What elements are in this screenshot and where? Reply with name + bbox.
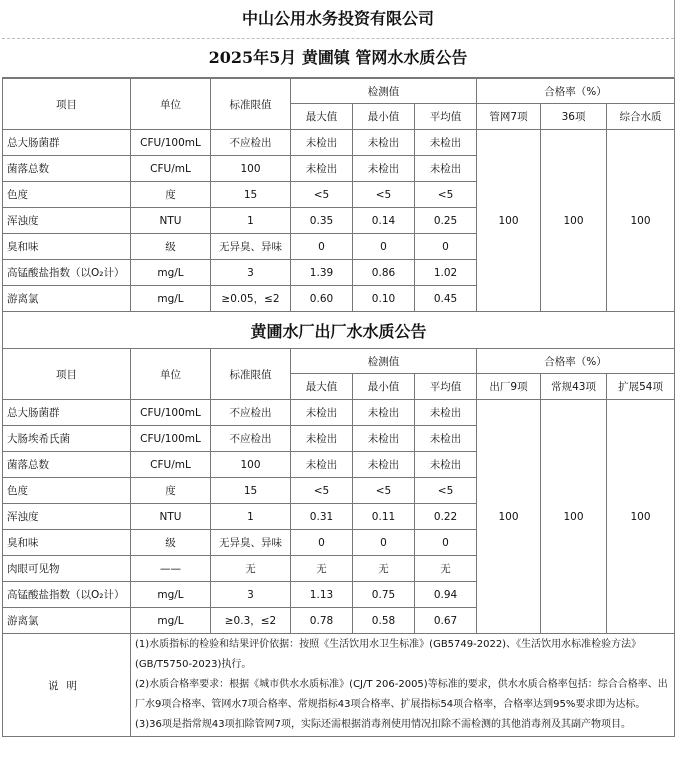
- item-name: 菌落总数: [3, 452, 131, 478]
- header-pass-rate: 合格率（%）: [477, 349, 675, 374]
- notes-label: 说明: [3, 634, 131, 737]
- item-standard: 不应检出: [211, 426, 291, 452]
- water-quality-table: [2, 78, 675, 737]
- header-standard: 标准限值: [211, 79, 291, 130]
- value-avg: 无: [415, 556, 477, 582]
- value-avg: 1.02: [415, 260, 477, 286]
- value-avg: 未检出: [415, 130, 477, 156]
- value-min: 未检出: [353, 130, 415, 156]
- header-detection: 检测值: [291, 349, 477, 374]
- item-standard: 100: [211, 452, 291, 478]
- value-avg: 未检出: [415, 400, 477, 426]
- value-avg: 0: [415, 530, 477, 556]
- value-avg: 0.22: [415, 504, 477, 530]
- network-water-title: 2025年5月 黄圃镇 管网水水质公告: [2, 39, 674, 78]
- value-avg: <5: [415, 478, 477, 504]
- item-standard: 15: [211, 478, 291, 504]
- pass-rate-value: 100: [607, 130, 675, 312]
- value-max: 0: [291, 530, 353, 556]
- item-standard: 不应检出: [211, 400, 291, 426]
- value-avg: 0.25: [415, 208, 477, 234]
- value-max: 0: [291, 234, 353, 260]
- item-unit: mg/L: [131, 286, 211, 312]
- item-unit: CFU/100mL: [131, 400, 211, 426]
- value-avg: 未检出: [415, 156, 477, 182]
- value-max: 0.60: [291, 286, 353, 312]
- item-name: 总大肠菌群: [3, 400, 131, 426]
- factory-water-title: 黄圃水厂出厂水水质公告: [3, 312, 675, 349]
- header-rate-col: 出厂9项: [477, 374, 541, 400]
- item-unit: CFU/100mL: [131, 426, 211, 452]
- header-unit: 单位: [131, 79, 211, 130]
- value-min: 未检出: [353, 156, 415, 182]
- item-standard: 1: [211, 208, 291, 234]
- value-min: 0.58: [353, 608, 415, 634]
- company-name: 中山公用水务投资有限公司: [2, 0, 674, 39]
- item-unit: NTU: [131, 208, 211, 234]
- item-unit: 度: [131, 478, 211, 504]
- pass-rate-value: 100: [477, 130, 541, 312]
- item-unit: CFU/mL: [131, 156, 211, 182]
- item-standard: ≥0.05，≤2: [211, 286, 291, 312]
- value-min: <5: [353, 182, 415, 208]
- note-item: (3)36项是指常规43项扣除管网7项，实际还需根据消毒剂使用情况扣除不需检测的其他消毒剂及其副产物项目。: [135, 719, 631, 730]
- item-unit: mg/L: [131, 260, 211, 286]
- header-rate-col: 综合水质: [607, 104, 675, 130]
- item-name: 大肠埃希氏菌: [3, 426, 131, 452]
- table-row: [3, 400, 675, 426]
- pass-rate-value: 100: [541, 130, 607, 312]
- notice-document: [2, 0, 675, 737]
- value-min: 0.86: [353, 260, 415, 286]
- item-name: 臭和味: [3, 530, 131, 556]
- item-name: 游离氯: [3, 608, 131, 634]
- value-avg: <5: [415, 182, 477, 208]
- value-min: 0.11: [353, 504, 415, 530]
- value-max: 0.31: [291, 504, 353, 530]
- item-unit: 级: [131, 234, 211, 260]
- item-unit: NTU: [131, 504, 211, 530]
- header-item: 项目: [3, 79, 131, 130]
- value-avg: 0.67: [415, 608, 477, 634]
- item-standard: ≥0.3，≤2: [211, 608, 291, 634]
- notes-row: [3, 634, 675, 737]
- header-standard: 标准限值: [211, 349, 291, 400]
- table-row: [3, 130, 675, 156]
- value-max: 未检出: [291, 400, 353, 426]
- value-max: <5: [291, 478, 353, 504]
- item-unit: CFU/mL: [131, 452, 211, 478]
- value-min: <5: [353, 478, 415, 504]
- value-min: 未检出: [353, 400, 415, 426]
- value-max: 未检出: [291, 426, 353, 452]
- item-name: 臭和味: [3, 234, 131, 260]
- value-avg: 0.45: [415, 286, 477, 312]
- header-rate-col: 36项: [541, 104, 607, 130]
- item-standard: 1: [211, 504, 291, 530]
- header-pass-rate: 合格率（%）: [477, 79, 675, 104]
- value-min: 0.14: [353, 208, 415, 234]
- value-max: 0.35: [291, 208, 353, 234]
- header-rate-col: 常规43项: [541, 374, 607, 400]
- item-name: 游离氯: [3, 286, 131, 312]
- value-min: 0: [353, 234, 415, 260]
- note-item: (1)水质指标的检验和结果评价依据：按照《生活饮用水卫生标准》(GB5749-2022)、《生活饮用水标准检验方法》(GB/T5750-2023)执行。: [135, 639, 642, 670]
- item-unit: 度: [131, 182, 211, 208]
- item-standard: 100: [211, 156, 291, 182]
- header-unit: 单位: [131, 349, 211, 400]
- value-min: 未检出: [353, 426, 415, 452]
- item-name: 高锰酸盐指数（以O₂计）: [3, 260, 131, 286]
- value-min: 0.75: [353, 582, 415, 608]
- header-min: 最小值: [353, 104, 415, 130]
- header-avg: 平均值: [415, 374, 477, 400]
- header-row: [3, 349, 675, 374]
- value-max: 无: [291, 556, 353, 582]
- header-avg: 平均值: [415, 104, 477, 130]
- item-name: 浑浊度: [3, 504, 131, 530]
- value-max: 未检出: [291, 156, 353, 182]
- item-standard: 不应检出: [211, 130, 291, 156]
- pass-rate-value: 100: [477, 400, 541, 634]
- item-name: 菌落总数: [3, 156, 131, 182]
- item-name: 色度: [3, 478, 131, 504]
- header-min: 最小值: [353, 374, 415, 400]
- header-detection: 检测值: [291, 79, 477, 104]
- item-standard: 3: [211, 260, 291, 286]
- item-name: 总大肠菌群: [3, 130, 131, 156]
- header-max: 最大值: [291, 104, 353, 130]
- value-min: 无: [353, 556, 415, 582]
- item-name: 高锰酸盐指数（以O₂计）: [3, 582, 131, 608]
- item-unit: 级: [131, 530, 211, 556]
- item-standard: 15: [211, 182, 291, 208]
- value-avg: 未检出: [415, 426, 477, 452]
- header-rate-col: 扩展54项: [607, 374, 675, 400]
- value-max: 1.13: [291, 582, 353, 608]
- item-unit: ——: [131, 556, 211, 582]
- value-max: <5: [291, 182, 353, 208]
- header-row: [3, 79, 675, 104]
- value-avg: 未检出: [415, 452, 477, 478]
- value-max: 1.39: [291, 260, 353, 286]
- pass-rate-value: 100: [607, 400, 675, 634]
- value-min: 0: [353, 530, 415, 556]
- value-avg: 0.94: [415, 582, 477, 608]
- value-min: 未检出: [353, 452, 415, 478]
- item-standard: 无异臭、异味: [211, 530, 291, 556]
- item-unit: mg/L: [131, 608, 211, 634]
- pass-rate-value: 100: [541, 400, 607, 634]
- value-max: 未检出: [291, 130, 353, 156]
- item-standard: 无异臭、异味: [211, 234, 291, 260]
- header-max: 最大值: [291, 374, 353, 400]
- item-standard: 3: [211, 582, 291, 608]
- notes-content: [131, 634, 675, 737]
- item-unit: CFU/100mL: [131, 130, 211, 156]
- item-unit: mg/L: [131, 582, 211, 608]
- item-name: 色度: [3, 182, 131, 208]
- note-item: (2)水质合格率要求：根据《城市供水水质标准》(CJ/T 206-2005)等标准的要求，供水水质合格率包括：综合合格率、出厂水9项合格率、管网水7项合格率、常规指标43项合格率、扩展指标54项合格率，合格率达到95%要求即为达标。: [135, 679, 668, 710]
- value-max: 未检出: [291, 452, 353, 478]
- section-title-row: [3, 312, 675, 349]
- item-name: 肉眼可见物: [3, 556, 131, 582]
- header-item: 项目: [3, 349, 131, 400]
- header-rate-col: 管网7项: [477, 104, 541, 130]
- item-standard: 无: [211, 556, 291, 582]
- item-name: 浑浊度: [3, 208, 131, 234]
- value-max: 0.78: [291, 608, 353, 634]
- value-min: 0.10: [353, 286, 415, 312]
- value-avg: 0: [415, 234, 477, 260]
